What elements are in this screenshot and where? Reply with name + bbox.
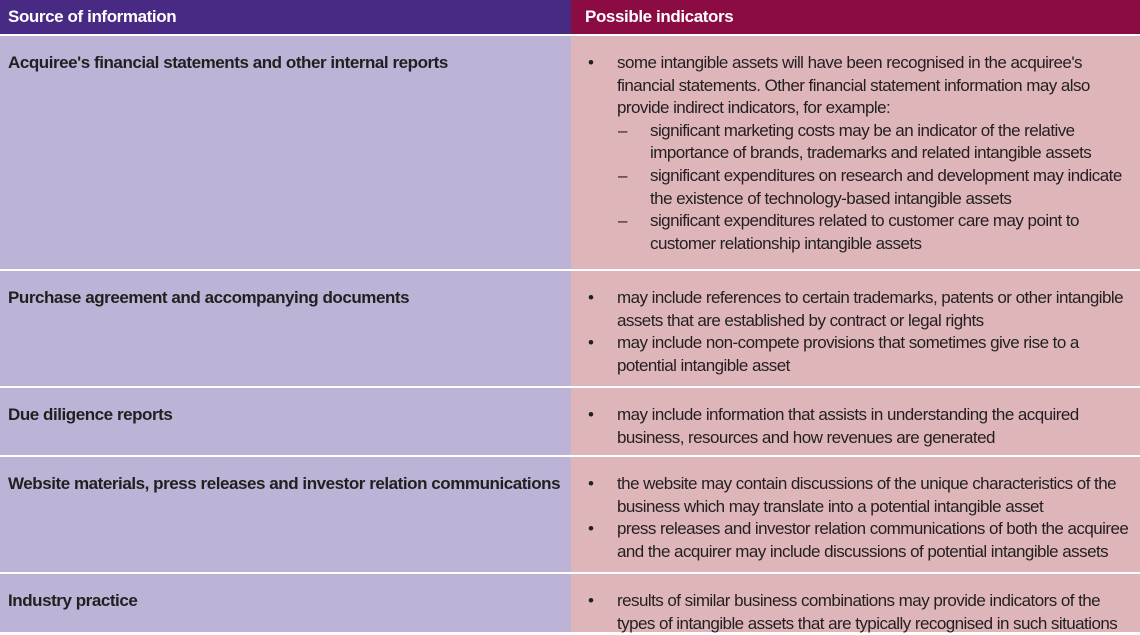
dash-icon: –	[618, 165, 627, 185]
table-row	[0, 34, 1140, 269]
bullet-item	[571, 473, 1130, 518]
bullet-text: press releases and investor relation communications of both the acquiree and the acquirer may include discussions of potential intangible assets	[617, 519, 1129, 561]
table-row	[0, 269, 1140, 386]
bullet-icon: •	[588, 288, 594, 307]
bullet-item	[571, 590, 1130, 635]
dash-icon: –	[618, 211, 627, 231]
sub-item	[571, 120, 1130, 165]
table-header	[0, 0, 1140, 34]
indicators-cell	[571, 271, 1140, 386]
indicators-cell	[571, 388, 1140, 455]
sub-item	[571, 165, 1130, 210]
source-cell: Purchase agreement and accompanying documents	[0, 271, 571, 386]
bullet-icon: •	[588, 519, 594, 539]
source-cell: Industry practice	[0, 574, 571, 632]
table-row	[0, 455, 1140, 572]
bullet-item	[571, 287, 1130, 332]
header-source-of-information: Source of information	[0, 0, 571, 34]
indicators-cell	[571, 36, 1140, 269]
bullet-text: may include non-compete provisions that sometimes give rise to a potential intangible asset	[617, 333, 1079, 375]
bullet-text: may include information that assists in understanding the acquired business, resources and how revenues are generated	[617, 405, 1079, 447]
bullet-icon: •	[588, 405, 594, 424]
bullet-item	[571, 518, 1130, 563]
header-possible-indicators: Possible indicators	[571, 0, 1140, 34]
bullet-icon: •	[588, 474, 594, 493]
source-cell: Acquiree's financial statements and other internal reports	[0, 36, 571, 269]
table-row	[0, 572, 1140, 632]
bullet-icon: •	[588, 333, 594, 353]
sub-item-text: significant expenditures on research and development may indicate the existence of technology-based intangible assets	[650, 165, 1122, 208]
indicators-cell	[571, 574, 1140, 632]
bullet-icon: •	[588, 591, 594, 610]
bullet-text: the website may contain discussions of the unique characteristics of the business which may translate into a potential intangible asset	[617, 474, 1117, 516]
bullet-icon: •	[588, 53, 594, 72]
bullet-item	[571, 332, 1130, 377]
source-cell: Website materials, press releases and investor relation communications	[0, 457, 571, 572]
dash-icon: –	[618, 120, 627, 140]
sub-item-text: significant expenditures related to customer care may point to customer relationship intangible assets	[650, 211, 1079, 253]
bullet-item	[571, 52, 1130, 120]
sub-item-text: significant marketing costs may be an indicator of the relative importance of brands, trademarks and related intangible assets	[650, 120, 1092, 163]
indicators-cell	[571, 457, 1140, 572]
sub-item	[571, 210, 1130, 255]
bullet-text: results of similar business combinations may provide indicators of the types of intangible assets that are typically recognised in such situations	[617, 591, 1118, 633]
bullet-text: may include references to certain trademarks, patents or other intangible assets that are established by contract or legal rights	[617, 288, 1124, 330]
table-row	[0, 386, 1140, 455]
source-cell: Due diligence reports	[0, 388, 571, 455]
bullet-text: some intangible assets will have been recognised in the acquiree's financial statements. Other financial statement information may also provide indirect indicators, for example:	[617, 53, 1090, 118]
bullet-item	[571, 404, 1130, 449]
